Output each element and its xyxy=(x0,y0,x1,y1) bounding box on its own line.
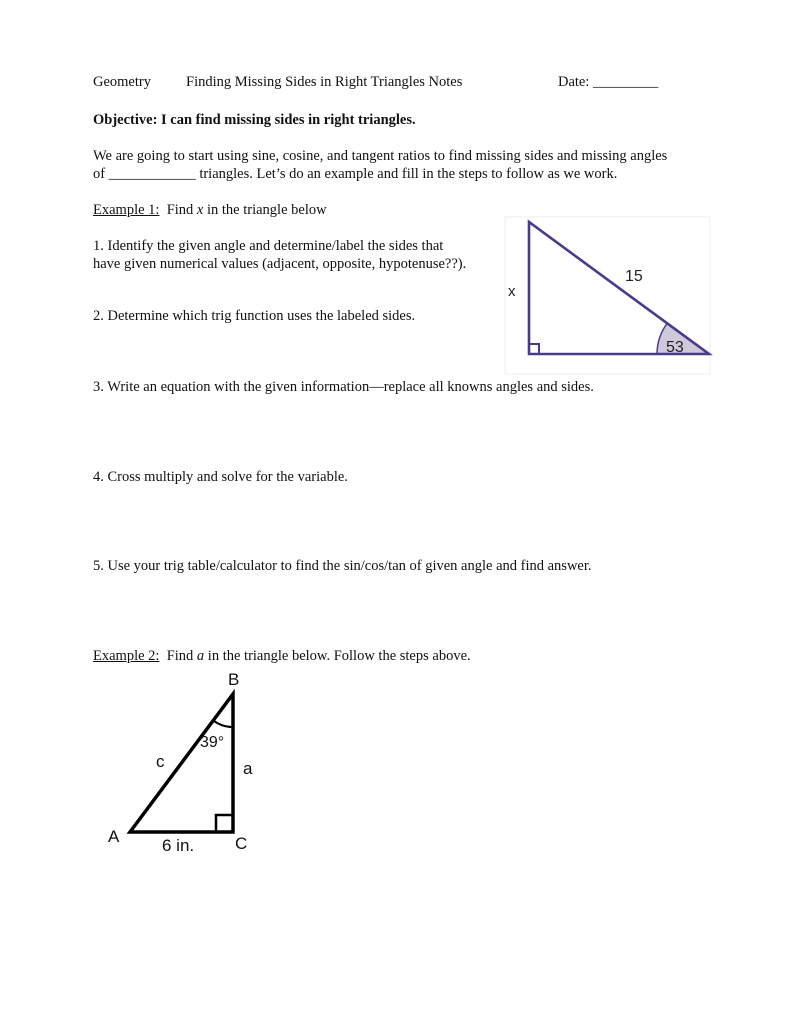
example2-prompt-after: in the triangle below. Follow the steps above. xyxy=(204,648,471,664)
side-label-x: x xyxy=(508,283,516,300)
vertex-c-label: C xyxy=(235,834,248,853)
vertex-a-label: A xyxy=(108,827,120,846)
example1-variable: x xyxy=(196,202,204,218)
intro-line-1: We are going to start using sine, cosine, and tangent ratios to find missing sides and missing angles xyxy=(93,148,668,164)
subject-label: Geometry xyxy=(93,74,151,90)
right-angle-marker xyxy=(216,815,233,832)
step3: 3. Write an equation with the given information—replace all knowns angles and sides. xyxy=(93,379,594,395)
page-title: Finding Missing Sides in Right Triangles Notes xyxy=(186,74,463,90)
example2-heading xyxy=(93,647,471,665)
step1-line-1: 1. Identify the given angle and determine/label the sides that xyxy=(93,238,444,254)
triangle-outline xyxy=(130,694,233,832)
date-field-label: Date: _________ xyxy=(558,74,659,90)
step1-line-2: have given numerical values (adjacent, opposite, hypotenuse??). xyxy=(93,256,467,272)
base-label-6in: 6 in. xyxy=(162,836,195,855)
triangle-outline xyxy=(529,222,709,354)
side-label-a: a xyxy=(243,759,253,778)
example1-prompt-after: in the triangle below xyxy=(203,202,327,218)
example2-label: Example 2: xyxy=(93,648,160,664)
example1-prompt-before: Find xyxy=(159,202,197,218)
hypotenuse-label-15: 15 xyxy=(625,268,643,285)
vertex-b-label: B xyxy=(228,670,240,689)
angle-label-53: 53 xyxy=(666,339,684,356)
example1-heading xyxy=(93,201,327,219)
step4: 4. Cross multiply and solve for the variable. xyxy=(93,469,348,485)
hypotenuse-label-c: c xyxy=(156,752,165,771)
angle-label-39: 39° xyxy=(200,734,225,751)
step2: 2. Determine which trig function uses the labeled sides. xyxy=(93,308,416,324)
intro-line-2: of ____________ triangles. Let’s do an example and fill in the steps to follow as we work. xyxy=(93,166,618,182)
angle-39-arc xyxy=(213,720,233,727)
example2-prompt-before: Find xyxy=(159,648,197,664)
right-angle-marker xyxy=(529,344,539,354)
example1-label: Example 1: xyxy=(93,202,160,218)
example1-triangle-figure xyxy=(498,214,714,376)
step5: 5. Use your trig table/calculator to find the sin/cos/tan of given angle and find answer. xyxy=(93,558,592,574)
example2-variable: a xyxy=(196,648,205,664)
objective: Objective: I can find missing sides in right triangles. xyxy=(93,112,416,128)
example2-triangle-figure xyxy=(100,665,270,860)
